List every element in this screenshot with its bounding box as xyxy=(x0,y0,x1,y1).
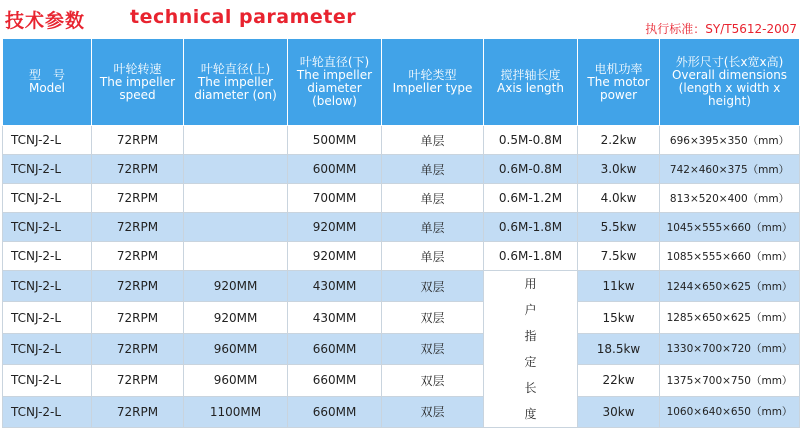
cell-model: TCNJ-2-L xyxy=(3,271,92,302)
cell-motor-power: 2.2kw xyxy=(578,126,660,155)
cell-diameter-below: 660MM xyxy=(288,396,382,427)
cell-model: TCNJ-2-L xyxy=(3,213,92,242)
merged-axis-char: 长 xyxy=(524,381,537,395)
header-row xyxy=(3,39,800,126)
cell-dimensions: 1045×555×660（mm） xyxy=(660,213,800,242)
header-axis-length: 搅拌轴长度 Axis length xyxy=(484,39,578,126)
cell-model: TCNJ-2-L xyxy=(3,126,92,155)
table-body xyxy=(3,126,800,428)
cell-dimensions: 1244×650×625（mm） xyxy=(660,271,800,302)
table-row xyxy=(3,242,800,271)
cell-axis-length: 0.6M-1.8M xyxy=(484,242,578,271)
cell-motor-power: 22kw xyxy=(578,365,660,396)
cell-axis-length: 0.6M-0.8M xyxy=(484,155,578,184)
cell-diameter-below: 660MM xyxy=(288,365,382,396)
cell-axis-length: 0.5M-0.8M xyxy=(484,126,578,155)
cell-diameter-on xyxy=(184,126,288,155)
cell-speed: 72RPM xyxy=(92,242,184,271)
cell-diameter-on xyxy=(184,155,288,184)
cell-diameter-below: 500MM xyxy=(288,126,382,155)
cell-impeller-type: 单层 xyxy=(382,213,484,242)
cell-motor-power: 7.5kw xyxy=(578,242,660,271)
cell-diameter-below: 430MM xyxy=(288,271,382,302)
table-header xyxy=(3,39,800,126)
cell-model: TCNJ-2-L xyxy=(3,184,92,213)
cell-diameter-below: 920MM xyxy=(288,242,382,271)
cell-motor-power: 15kw xyxy=(578,302,660,333)
cell-diameter-on: 1100MM xyxy=(184,396,288,427)
merged-axis-char: 定 xyxy=(524,355,537,369)
cell-motor-power: 30kw xyxy=(578,396,660,427)
cell-dimensions: 1285×650×625（mm） xyxy=(660,302,800,333)
cell-impeller-type: 双层 xyxy=(382,271,484,302)
cell-diameter-on: 960MM xyxy=(184,333,288,364)
cell-diameter-on xyxy=(184,242,288,271)
parameter-table xyxy=(2,38,800,428)
cell-speed: 72RPM xyxy=(92,126,184,155)
cell-model: TCNJ-2-L xyxy=(3,396,92,427)
table-row xyxy=(3,333,800,364)
cell-speed: 72RPM xyxy=(92,302,184,333)
cell-model: TCNJ-2-L xyxy=(3,155,92,184)
cell-speed: 72RPM xyxy=(92,213,184,242)
cell-motor-power: 18.5kw xyxy=(578,333,660,364)
header-model: 型 号 Model xyxy=(3,39,92,126)
header-dimensions: 外形尺寸(长x宽x高) Overall dimensions (length x width x height) xyxy=(660,39,800,126)
cell-diameter-on: 960MM xyxy=(184,365,288,396)
cell-impeller-type: 双层 xyxy=(382,396,484,427)
cell-dimensions: 1060×640×650（mm） xyxy=(660,396,800,427)
cell-diameter-below: 700MM xyxy=(288,184,382,213)
title-row xyxy=(2,0,799,38)
cell-dimensions: 696×395×350（mm） xyxy=(660,126,800,155)
cell-speed: 72RPM xyxy=(92,365,184,396)
header-diameter-below: 叶轮直径(下) The impeller diameter (below) xyxy=(288,39,382,126)
table-row xyxy=(3,302,800,333)
cell-model: TCNJ-2-L xyxy=(3,242,92,271)
cell-speed: 72RPM xyxy=(92,396,184,427)
cell-diameter-on xyxy=(184,184,288,213)
cell-model: TCNJ-2-L xyxy=(3,365,92,396)
table-row xyxy=(3,155,800,184)
cell-axis-length: 0.6M-1.2M xyxy=(484,184,578,213)
table-row xyxy=(3,365,800,396)
cell-speed: 72RPM xyxy=(92,155,184,184)
cell-speed: 72RPM xyxy=(92,333,184,364)
cell-impeller-type: 单层 xyxy=(382,155,484,184)
cell-dimensions: 813×520×400（mm） xyxy=(660,184,800,213)
cell-axis-length: 0.6M-1.8M xyxy=(484,213,578,242)
cell-diameter-on: 920MM xyxy=(184,302,288,333)
cell-impeller-type: 单层 xyxy=(382,184,484,213)
cell-dimensions: 742×460×375（mm） xyxy=(660,155,800,184)
title-english: technical parameter xyxy=(130,6,357,28)
cell-dimensions: 1085×555×660（mm） xyxy=(660,242,800,271)
cell-impeller-type: 双层 xyxy=(382,302,484,333)
merged-axis-char: 指 xyxy=(524,329,537,343)
cell-diameter-below: 430MM xyxy=(288,302,382,333)
cell-motor-power: 5.5kw xyxy=(578,213,660,242)
header-speed: 叶轮转速 The impeller speed xyxy=(92,39,184,126)
cell-impeller-type: 单层 xyxy=(382,242,484,271)
cell-diameter-below: 660MM xyxy=(288,333,382,364)
merged-axis-char: 用 xyxy=(524,277,537,291)
cell-speed: 72RPM xyxy=(92,271,184,302)
table-row xyxy=(3,271,800,302)
cell-impeller-type: 双层 xyxy=(382,365,484,396)
header-impeller-type: 叶轮类型 Impeller type xyxy=(382,39,484,126)
cell-model: TCNJ-2-L xyxy=(3,302,92,333)
standard-note: 执行标准：SY/T5612-2007 xyxy=(645,22,797,36)
merged-axis-char: 户 xyxy=(524,303,537,317)
cell-diameter-below: 600MM xyxy=(288,155,382,184)
cell-impeller-type: 双层 xyxy=(382,333,484,364)
cell-model: TCNJ-2-L xyxy=(3,333,92,364)
table-row xyxy=(3,126,800,155)
table-row xyxy=(3,213,800,242)
cell-dimensions: 1330×700×720（mm） xyxy=(660,333,800,364)
header-motor-power: 电机功率 The motor power xyxy=(578,39,660,126)
table-row xyxy=(3,184,800,213)
cell-impeller-type: 单层 xyxy=(382,126,484,155)
title-chinese: 技术参数 xyxy=(5,10,86,32)
cell-diameter-below: 920MM xyxy=(288,213,382,242)
cell-motor-power: 4.0kw xyxy=(578,184,660,213)
cell-diameter-on xyxy=(184,213,288,242)
cell-motor-power: 11kw xyxy=(578,271,660,302)
cell-axis-length-merged xyxy=(484,271,578,428)
cell-dimensions: 1375×700×750（mm） xyxy=(660,365,800,396)
cell-speed: 72RPM xyxy=(92,184,184,213)
cell-diameter-on: 920MM xyxy=(184,271,288,302)
header-diameter-on: 叶轮直径(上) The impeller diameter (on) xyxy=(184,39,288,126)
merged-axis-char: 度 xyxy=(524,407,537,421)
cell-motor-power: 3.0kw xyxy=(578,155,660,184)
